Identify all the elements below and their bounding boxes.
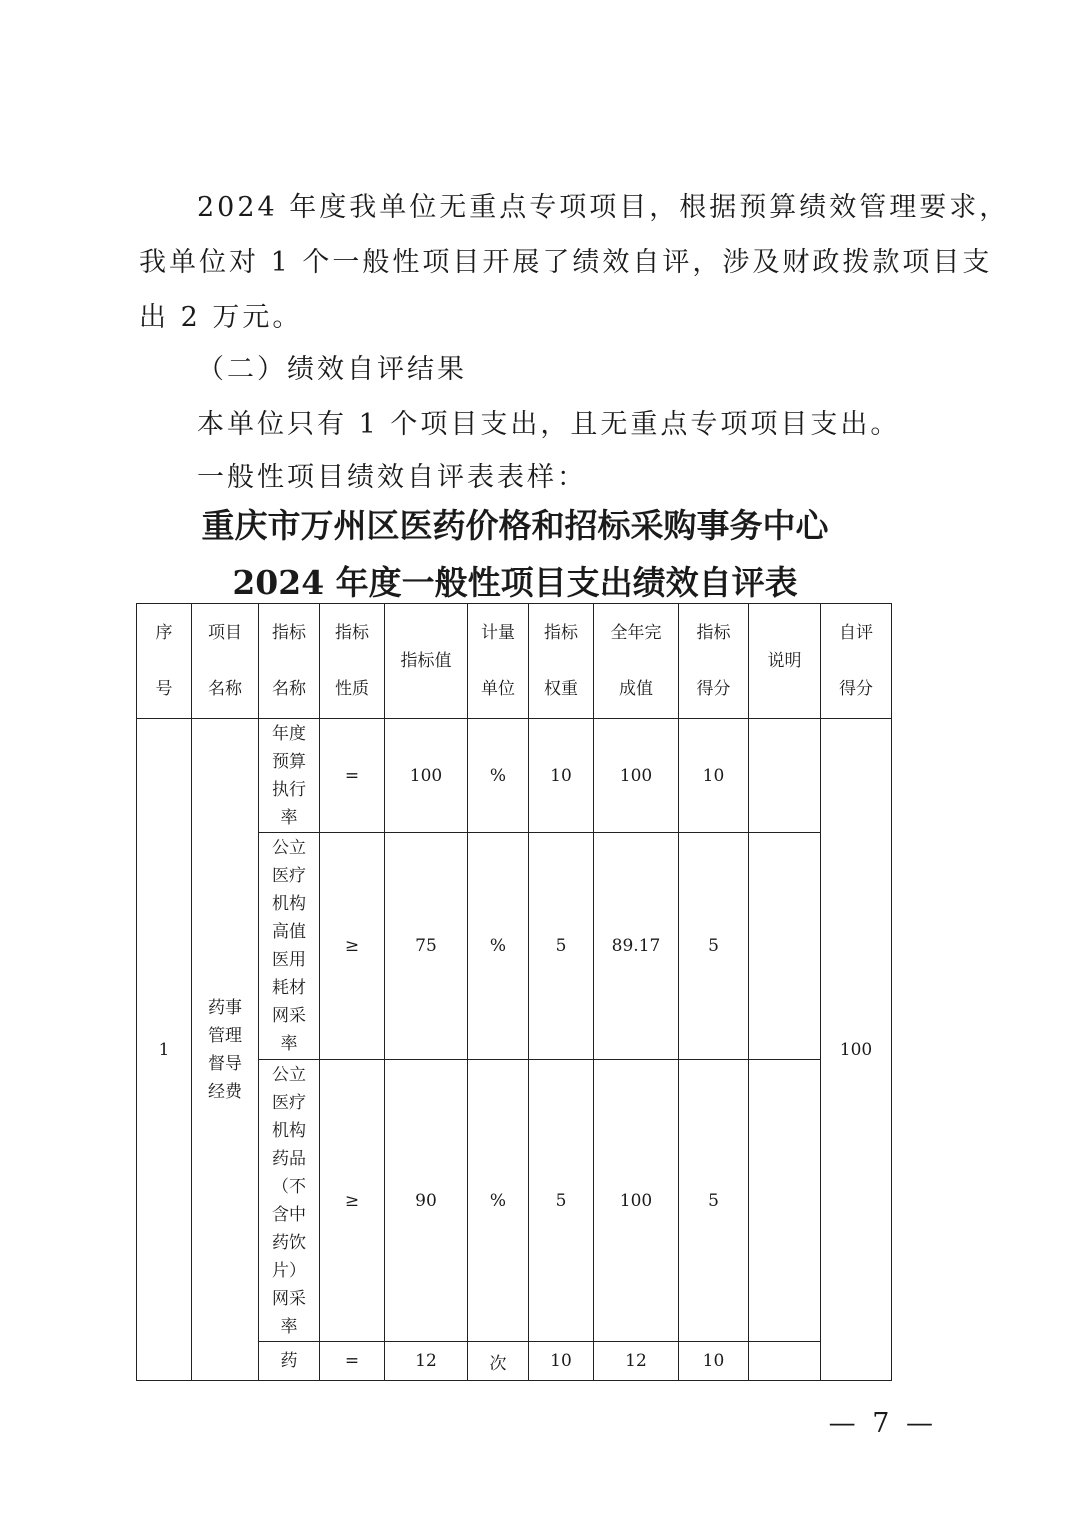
header-indicator-score: 指标 得分 — [679, 604, 749, 719]
cell-indicator-name: 公立 医疗 机构 药品 （不 含中 药饮 片） 网采 率 — [259, 1060, 320, 1342]
cell-indicator-name: 公立 医疗 机构 高值 医用 耗材 网采 率 — [259, 833, 320, 1060]
cell-indicator-name: 药 — [259, 1342, 320, 1381]
cell-annual-completion: 100 — [594, 719, 679, 833]
cell-weight: 5 — [529, 1060, 594, 1342]
cell-indicator-value: 100 — [385, 719, 468, 833]
cell-unit: 次 — [468, 1342, 529, 1381]
cell-indicator-nature: ≥ — [320, 833, 385, 1060]
cell-self-score: 100 — [821, 719, 892, 1381]
cell-weight: 10 — [529, 719, 594, 833]
table-header-row — [137, 604, 892, 719]
cell-unit: % — [468, 1060, 529, 1342]
paragraph-line: 2024 年度我单位无重点专项项目，根据预算绩效管理要求， — [197, 192, 1010, 223]
header-annual-completion: 全年完 成值 — [594, 604, 679, 719]
paragraph-line: 本单位只有 1 个项目支出，且无重点专项项目支出。 — [197, 409, 901, 440]
cell-note — [749, 833, 821, 1060]
paragraph-line: 出 2 万元。 — [139, 302, 303, 333]
cell-note — [749, 1342, 821, 1381]
cell-weight: 10 — [529, 1342, 594, 1381]
cell-seq: 1 — [137, 719, 192, 1381]
cell-indicator-name: 年度 预算 执行 率 — [259, 719, 320, 833]
header-seq: 序 号 — [137, 604, 192, 719]
paragraph-line: 一般性项目绩效自评表表样： — [197, 462, 587, 493]
table-title-line1: 重庆市万州区医药价格和招标采购事务中心 — [201, 506, 829, 545]
cell-project-name: 药事 管理 督导 经费 — [192, 719, 259, 1381]
cell-annual-completion: 100 — [594, 1060, 679, 1342]
cell-indicator-value: 90 — [385, 1060, 468, 1342]
paragraph-line: 我单位对 1 个一般性项目开展了绩效自评，涉及财政拨款项目支 — [139, 247, 993, 278]
cell-indicator-nature: = — [320, 1342, 385, 1381]
cell-annual-completion: 12 — [594, 1342, 679, 1381]
cell-indicator-score: 5 — [679, 833, 749, 1060]
table-row — [137, 719, 892, 833]
cell-indicator-nature: ≥ — [320, 1060, 385, 1342]
cell-indicator-value: 12 — [385, 1342, 468, 1381]
header-weight: 指标 权重 — [529, 604, 594, 719]
cell-unit: % — [468, 833, 529, 1060]
page-number: — 7 — — [828, 1408, 937, 1439]
header-indicator-nature: 指标 性质 — [320, 604, 385, 719]
header-self-score: 自评 得分 — [821, 604, 892, 719]
cell-indicator-score: 10 — [679, 719, 749, 833]
header-note: 说明 — [749, 604, 821, 719]
cell-weight: 5 — [529, 833, 594, 1060]
performance-evaluation-table — [136, 603, 892, 1381]
cell-indicator-score: 10 — [679, 1342, 749, 1381]
cell-indicator-value: 75 — [385, 833, 468, 1060]
header-indicator-value: 指标值 — [385, 604, 468, 719]
header-unit: 计量 单位 — [468, 604, 529, 719]
table-title-line2: 2024 年度一般性项目支出绩效自评表 — [232, 563, 798, 602]
cell-indicator-score: 5 — [679, 1060, 749, 1342]
cell-indicator-nature: = — [320, 719, 385, 833]
header-indicator-name: 指标 名称 — [259, 604, 320, 719]
cell-note — [749, 1060, 821, 1342]
cell-note — [749, 719, 821, 833]
cell-unit: % — [468, 719, 529, 833]
section-heading: （二）绩效自评结果 — [197, 354, 467, 385]
cell-annual-completion: 89.17 — [594, 833, 679, 1060]
header-project-name: 项目 名称 — [192, 604, 259, 719]
